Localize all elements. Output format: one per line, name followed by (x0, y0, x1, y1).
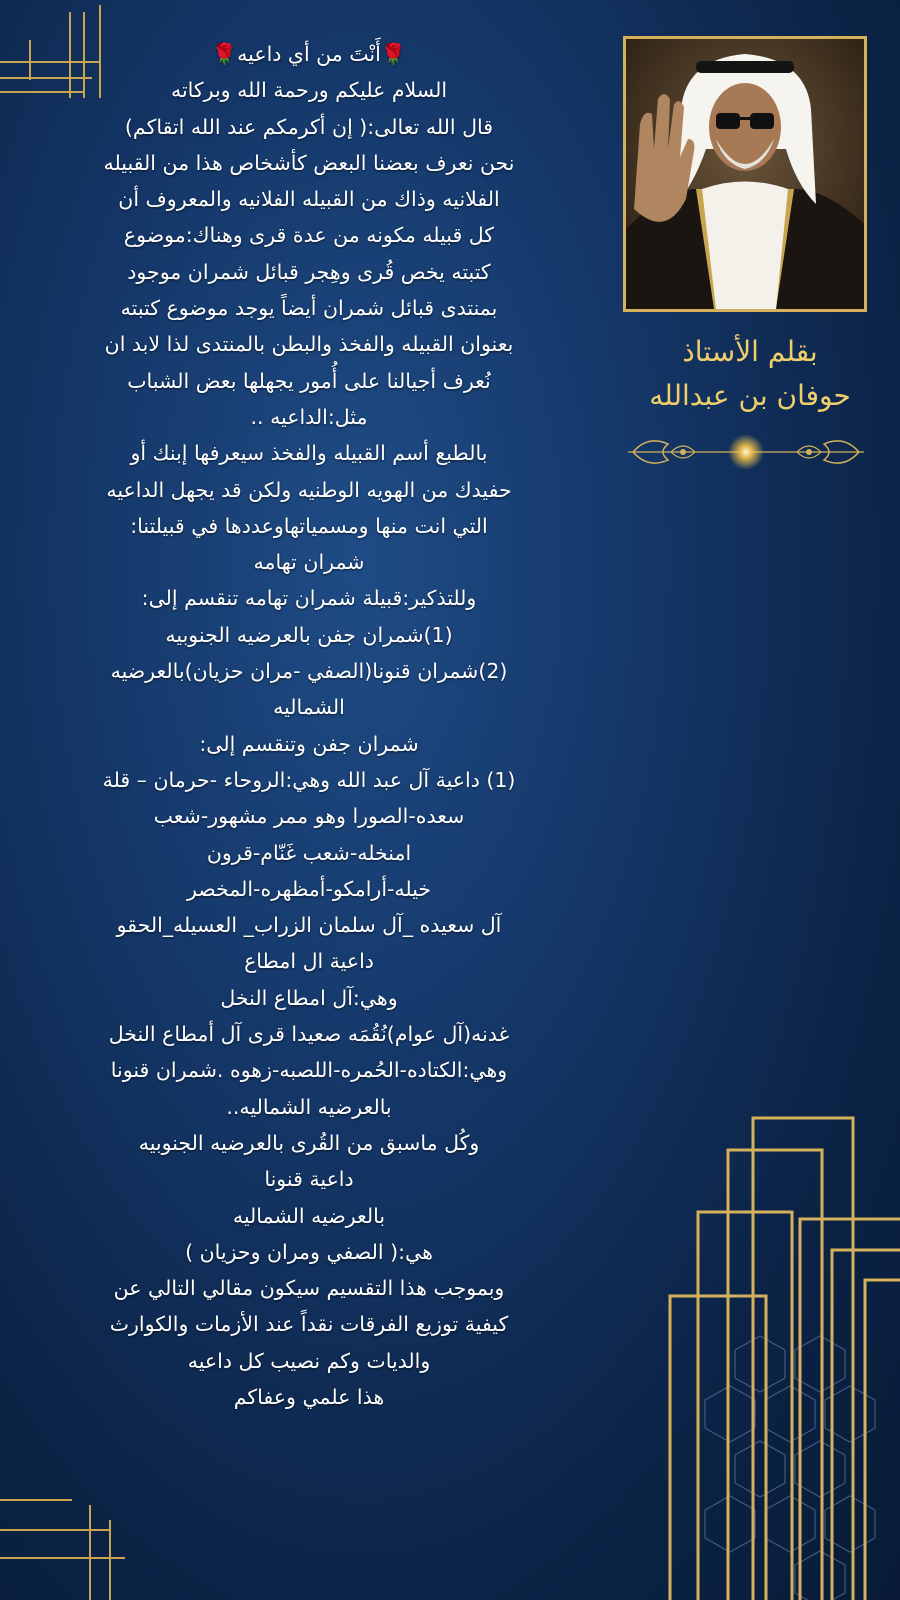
article-title: 🌹أَنْتَ من أي داعيه🌹 (211, 42, 407, 66)
article-line: قال الله تعالى:( إن أكرمكم عند الله اتقاكم) (124, 114, 494, 139)
article-line: وكُل ماسبق من القُرى بالعرضيه الجنوبيه (138, 1130, 480, 1155)
author-portrait (623, 36, 867, 312)
article-line: الفلانيه وذاك من القبيله الفلانيه والمعروف أن (118, 187, 500, 212)
article-line: بالعرضيه الشماليه.. (226, 1094, 392, 1119)
article-line: (1) داعية آل عبد الله وهي:الروحاء -حرمان – قلة (102, 767, 516, 792)
article-line: وبموجب هذا التقسيم سيكون مقالي التالي عن (113, 1276, 505, 1301)
article-line: مثل:الداعيه .. (250, 404, 368, 429)
article-line: سعده-الصورا وهو ممر مشهور-شعب (153, 804, 465, 829)
article-line: بالطبع أسم القبيله والفخذ سيعرفها إبنك أو (130, 441, 488, 466)
article-line: هذا علمي وعفاكم (233, 1384, 385, 1409)
article-line: وهي:آل امطاع النخل (220, 985, 398, 1010)
article-line: الشماليه (273, 695, 345, 720)
author-name: حوفان بن عبدالله (649, 379, 851, 412)
portrait-photo (626, 39, 864, 309)
article-line: بعنوان القبيله والفخذ والبطن بالمنتدى لذا لابد ان (104, 332, 514, 357)
article-line: امنخله-شعب غَنّام-قرون (206, 840, 412, 865)
rose-icon: 🌹 (211, 42, 238, 66)
article-line: نحن نعرف بعضنا البعض كأشخاص هذا من القبيله (103, 150, 515, 175)
gold-line-decoration-bottom-left (0, 1500, 125, 1600)
rose-icon: 🌹 (380, 42, 407, 66)
article-line: نُعرف أجيالنا على أُمور يجهلها بعض الشباب (127, 368, 491, 393)
article-line: والديات وكم نصيب كل داعيه (187, 1348, 431, 1373)
author-title: بقلم الأستاذ (682, 335, 818, 368)
article-line: شمران تهامه (253, 550, 365, 575)
article-line: التي انت منها ومسمياتهاوعددها في قبيلتنا: (130, 513, 488, 538)
hexagon-pattern (705, 1336, 875, 1600)
article-line: داعية قنونا (264, 1167, 354, 1192)
article-line: آل سعيده _آل سلمان الزراب_ العسيله_الحقو (116, 913, 502, 938)
article-line: شمران جفن وتنقسم إلى: (199, 731, 419, 756)
article-line: كيفية توزيع الفرقات نقداً عند الأزمات والكوارث (109, 1312, 509, 1337)
article-line: كتبته يخص قُرى وهِجر قبائل شمران موجود (127, 259, 491, 284)
article-line: خيله-أرامكو-أمظهره-المخصر (186, 876, 432, 901)
article-line: (2)شمران قنونا(الصفي -مران حزيان)بالعرضيه (110, 659, 508, 684)
article-line: كل قبيله مكونه من عدة قرى وهناك:موضوع (123, 223, 495, 248)
article-line: بمنتدى قبائل شمران أيضاً يوجد موضوع كتبته (120, 296, 498, 321)
article-line: داعية ال امطاع (244, 949, 374, 974)
article-line: بالعرضيه الشماليه (232, 1203, 386, 1228)
article-line: حفيدك من الهويه الوطنيه ولكن قد يجهل الداعيه (106, 477, 512, 502)
article-line: وللتذكير:قبيلة شمران تهامه تنقسم إلى: (141, 586, 477, 611)
gold-ornament-divider (623, 430, 869, 474)
article-line: وهي:الكتاده-الحُمره-اللصبه-زهوه .شمران قنونا (110, 1058, 508, 1083)
article-line: هي:( الصفي ومران وحزيان ) (185, 1239, 433, 1264)
article-line: السلام عليكم ورحمة الله وبركاته (170, 78, 448, 103)
article-line: (1)شمران جفن بالعرضيه الجنوبيه (165, 622, 453, 647)
article-line: غدنه(آل عوام)نُقُمَه صعيدا قرى آل أمطاع النخل (108, 1022, 510, 1047)
article-body (0, 36, 618, 1415)
author-byline (620, 330, 880, 418)
